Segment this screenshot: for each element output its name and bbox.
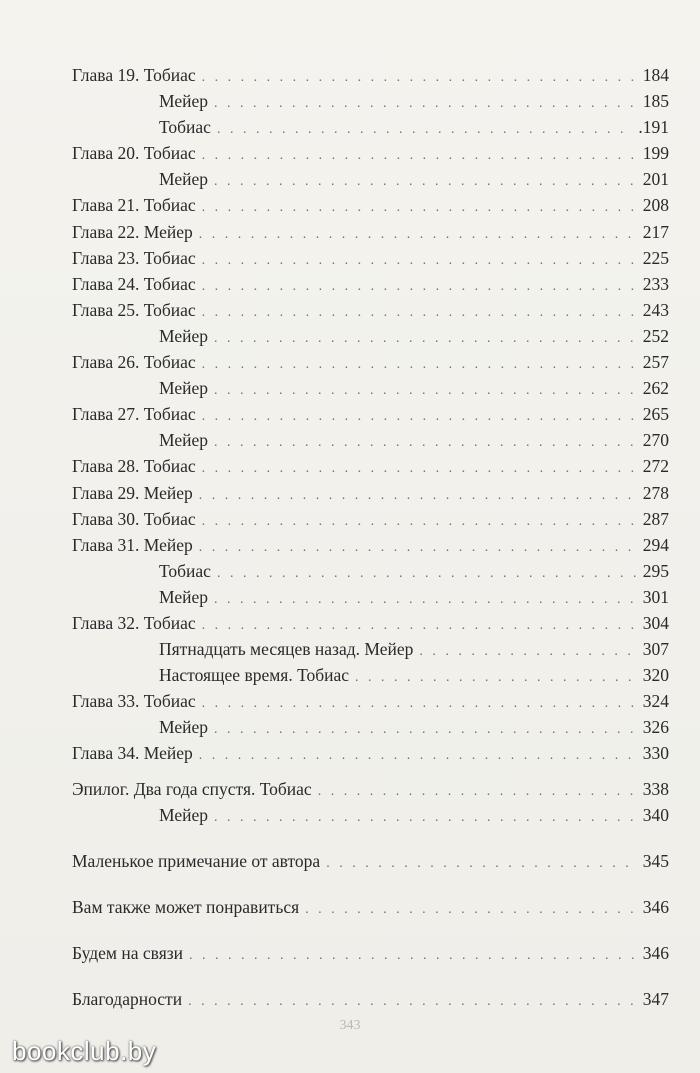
toc-chapter-number: Эпилог. — [72, 778, 134, 799]
toc-entry — [72, 480, 669, 506]
dot-leader — [214, 805, 639, 831]
toc-page-number: 252 — [642, 325, 669, 346]
toc-entry-title: Мейер — [159, 717, 208, 738]
toc-entry-label — [72, 62, 202, 88]
toc-page-number: 347 — [642, 989, 669, 1009]
toc-entry-title: Мейер — [143, 534, 193, 555]
toc-entry — [72, 776, 669, 802]
toc-entry-title: Мейер — [159, 430, 208, 451]
toc-chapter-number: Глава 19. — [72, 65, 144, 85]
toc-entry-title: Будем на связи — [72, 942, 184, 963]
toc-page-number: 338 — [642, 778, 669, 799]
toc-chapter-number: Глава 27. — [72, 404, 144, 425]
toc-entry-title: Мейер — [159, 91, 208, 112]
toc-entry-label — [72, 480, 199, 506]
toc-page-number: 320 — [642, 665, 669, 686]
dot-leader — [305, 897, 639, 923]
toc-page-number: 278 — [642, 482, 669, 503]
toc-entry — [72, 219, 669, 245]
toc-chapter-number: Глава 20. — [72, 143, 144, 164]
toc-entry-label — [72, 688, 202, 714]
toc-entry-label — [72, 453, 202, 479]
toc-entry-title: Благодарности — [72, 989, 183, 1009]
toc-entry — [72, 271, 669, 297]
toc-entry-title: Два года спустя. Тобиас — [133, 778, 312, 799]
toc-page-number: 294 — [642, 534, 669, 555]
toc-entry — [72, 940, 669, 966]
toc-page-number: 208 — [642, 195, 669, 216]
toc-entry-title: Тобиас — [159, 560, 211, 581]
toc-entry-label — [72, 506, 202, 532]
toc-entry — [72, 714, 669, 740]
toc-chapter-number: Глава 26. — [72, 352, 144, 373]
toc-page-number: 270 — [642, 430, 669, 451]
toc-page-number: 243 — [642, 299, 669, 320]
toc-entry-title: Мейер — [143, 482, 193, 503]
toc-entry — [72, 506, 669, 532]
toc-entry — [72, 610, 669, 636]
toc-entry-label — [72, 776, 318, 802]
toc-entry-label — [72, 271, 202, 297]
toc-entry-title: Мейер — [159, 325, 208, 346]
toc-chapter-number: Глава 24. — [72, 273, 144, 294]
toc-entry-label — [72, 192, 202, 218]
toc-page-number: 324 — [642, 691, 669, 712]
toc-entry-title: Тобиас — [143, 352, 196, 373]
toc-entry-title: Мейер — [159, 586, 208, 607]
toc-entry — [72, 453, 669, 479]
toc-entry-title: Тобиас — [143, 273, 196, 294]
toc-entry — [72, 323, 669, 349]
toc-entry — [72, 662, 669, 688]
toc-page-number: 346 — [642, 942, 669, 963]
toc-page-number: 257 — [642, 352, 669, 373]
toc-page-number: 330 — [642, 743, 669, 764]
toc-page-number: 301 — [642, 586, 669, 607]
toc-page-number: 272 — [642, 456, 669, 477]
toc-chapter-number: Глава 23. — [72, 247, 144, 268]
toc-chapter-number: Глава 34. — [72, 743, 144, 764]
toc-entry-title: Мейер — [159, 378, 208, 399]
dot-leader — [189, 943, 639, 969]
toc-entry — [72, 166, 669, 192]
toc-page-number: 295 — [642, 560, 669, 581]
page-number-faint: 343 — [339, 1018, 361, 1033]
toc-entry-title: Тобиас — [143, 143, 196, 164]
toc-entry-title: Мейер — [159, 804, 208, 825]
toc-entry — [72, 584, 669, 610]
toc-entry — [72, 401, 669, 427]
toc-page-number: .191 — [638, 117, 669, 138]
toc-entry-title: Пятнадцать месяцев назад. Мейер — [159, 639, 414, 660]
toc-entry-title: Тобиас — [143, 65, 196, 85]
toc-entry-label — [72, 349, 202, 375]
dot-leader — [188, 989, 639, 1015]
toc-page-number: 225 — [642, 247, 669, 268]
toc-page-number: 185 — [642, 91, 669, 112]
toc-entry-label — [72, 610, 202, 636]
toc-entry — [72, 349, 669, 375]
toc-page-number: 262 — [642, 378, 669, 399]
toc-page-number: 265 — [642, 404, 669, 425]
toc-chapter-number: Глава 29. — [72, 482, 144, 503]
toc-chapter-number: Глава 25. — [72, 299, 144, 320]
toc-entry-title: Тобиас — [143, 456, 196, 477]
toc-page-number: 217 — [642, 221, 669, 242]
toc-page-number: 184 — [642, 65, 669, 85]
toc-entry-title: Мейер — [143, 221, 193, 242]
toc-entry — [72, 894, 669, 920]
toc-entry-title: Тобиас — [143, 247, 196, 268]
toc-entry-title: Тобиас — [143, 508, 196, 529]
toc-entry — [72, 740, 669, 766]
toc-entry — [72, 140, 669, 166]
toc-chapter-number: Глава 28. — [72, 456, 144, 477]
toc-entry-title: Тобиас — [143, 612, 196, 633]
toc-entry-title: Тобиас — [143, 195, 196, 216]
toc-chapter-number: Глава 30. — [72, 508, 144, 529]
toc-page-number: 199 — [642, 143, 669, 164]
toc-entry-title: Вам также может понравиться — [72, 896, 300, 917]
table-of-contents — [72, 62, 669, 1012]
toc-entry — [72, 114, 669, 140]
site-watermark: bookclub.by — [12, 1036, 157, 1066]
toc-entry-label — [72, 740, 199, 766]
toc-entry — [72, 636, 669, 662]
toc-entry-title: Настоящее время. Тобиас — [159, 665, 350, 686]
toc-page-number: 287 — [642, 508, 669, 529]
toc-entry — [72, 802, 669, 828]
toc-entry — [72, 297, 669, 323]
toc-entry-title: Тобиас — [143, 299, 196, 320]
toc-entry-label — [72, 245, 202, 271]
toc-entry — [72, 986, 669, 1012]
toc-page-number: 345 — [642, 850, 669, 871]
toc-entry — [72, 62, 669, 88]
toc-entry — [72, 192, 669, 218]
toc-entry-title: Тобиас — [143, 691, 196, 712]
toc-entry-label — [72, 140, 202, 166]
toc-entry-label — [72, 297, 202, 323]
toc-entry — [72, 375, 669, 401]
toc-entry — [72, 848, 669, 874]
toc-page-number: 201 — [642, 169, 669, 190]
toc-entry-title: Тобиас — [159, 117, 211, 138]
toc-entry-title: Мейер — [143, 743, 193, 764]
toc-chapter-number: Глава 21. — [72, 195, 144, 216]
toc-entry — [72, 532, 669, 558]
dot-leader — [199, 743, 639, 769]
toc-entry-label — [72, 532, 199, 558]
toc-entry-title: Маленькое примечание от автора — [72, 850, 321, 871]
toc-chapter-number: Глава 33. — [72, 691, 144, 712]
toc-chapter-number: Глава 22. — [72, 221, 144, 242]
toc-entry — [72, 558, 669, 584]
toc-page-number: 307 — [642, 639, 669, 660]
toc-entry-label — [72, 219, 199, 245]
toc-chapter-number: Глава 32. — [72, 612, 144, 633]
toc-page-number: 304 — [642, 612, 669, 633]
toc-entry-title: Мейер — [159, 169, 208, 190]
toc-chapter-number: Глава 31. — [72, 534, 144, 555]
toc-entry — [72, 427, 669, 453]
toc-page-number: 346 — [642, 896, 669, 917]
toc-page-number: 326 — [642, 717, 669, 738]
toc-entry-label — [72, 401, 202, 427]
dot-leader — [326, 851, 639, 877]
toc-entry — [72, 688, 669, 714]
toc-entry — [72, 88, 669, 114]
toc-page-number: 340 — [642, 804, 669, 825]
toc-entry — [72, 245, 669, 271]
toc-page-number: 233 — [642, 273, 669, 294]
toc-entry-title: Тобиас — [143, 404, 196, 425]
